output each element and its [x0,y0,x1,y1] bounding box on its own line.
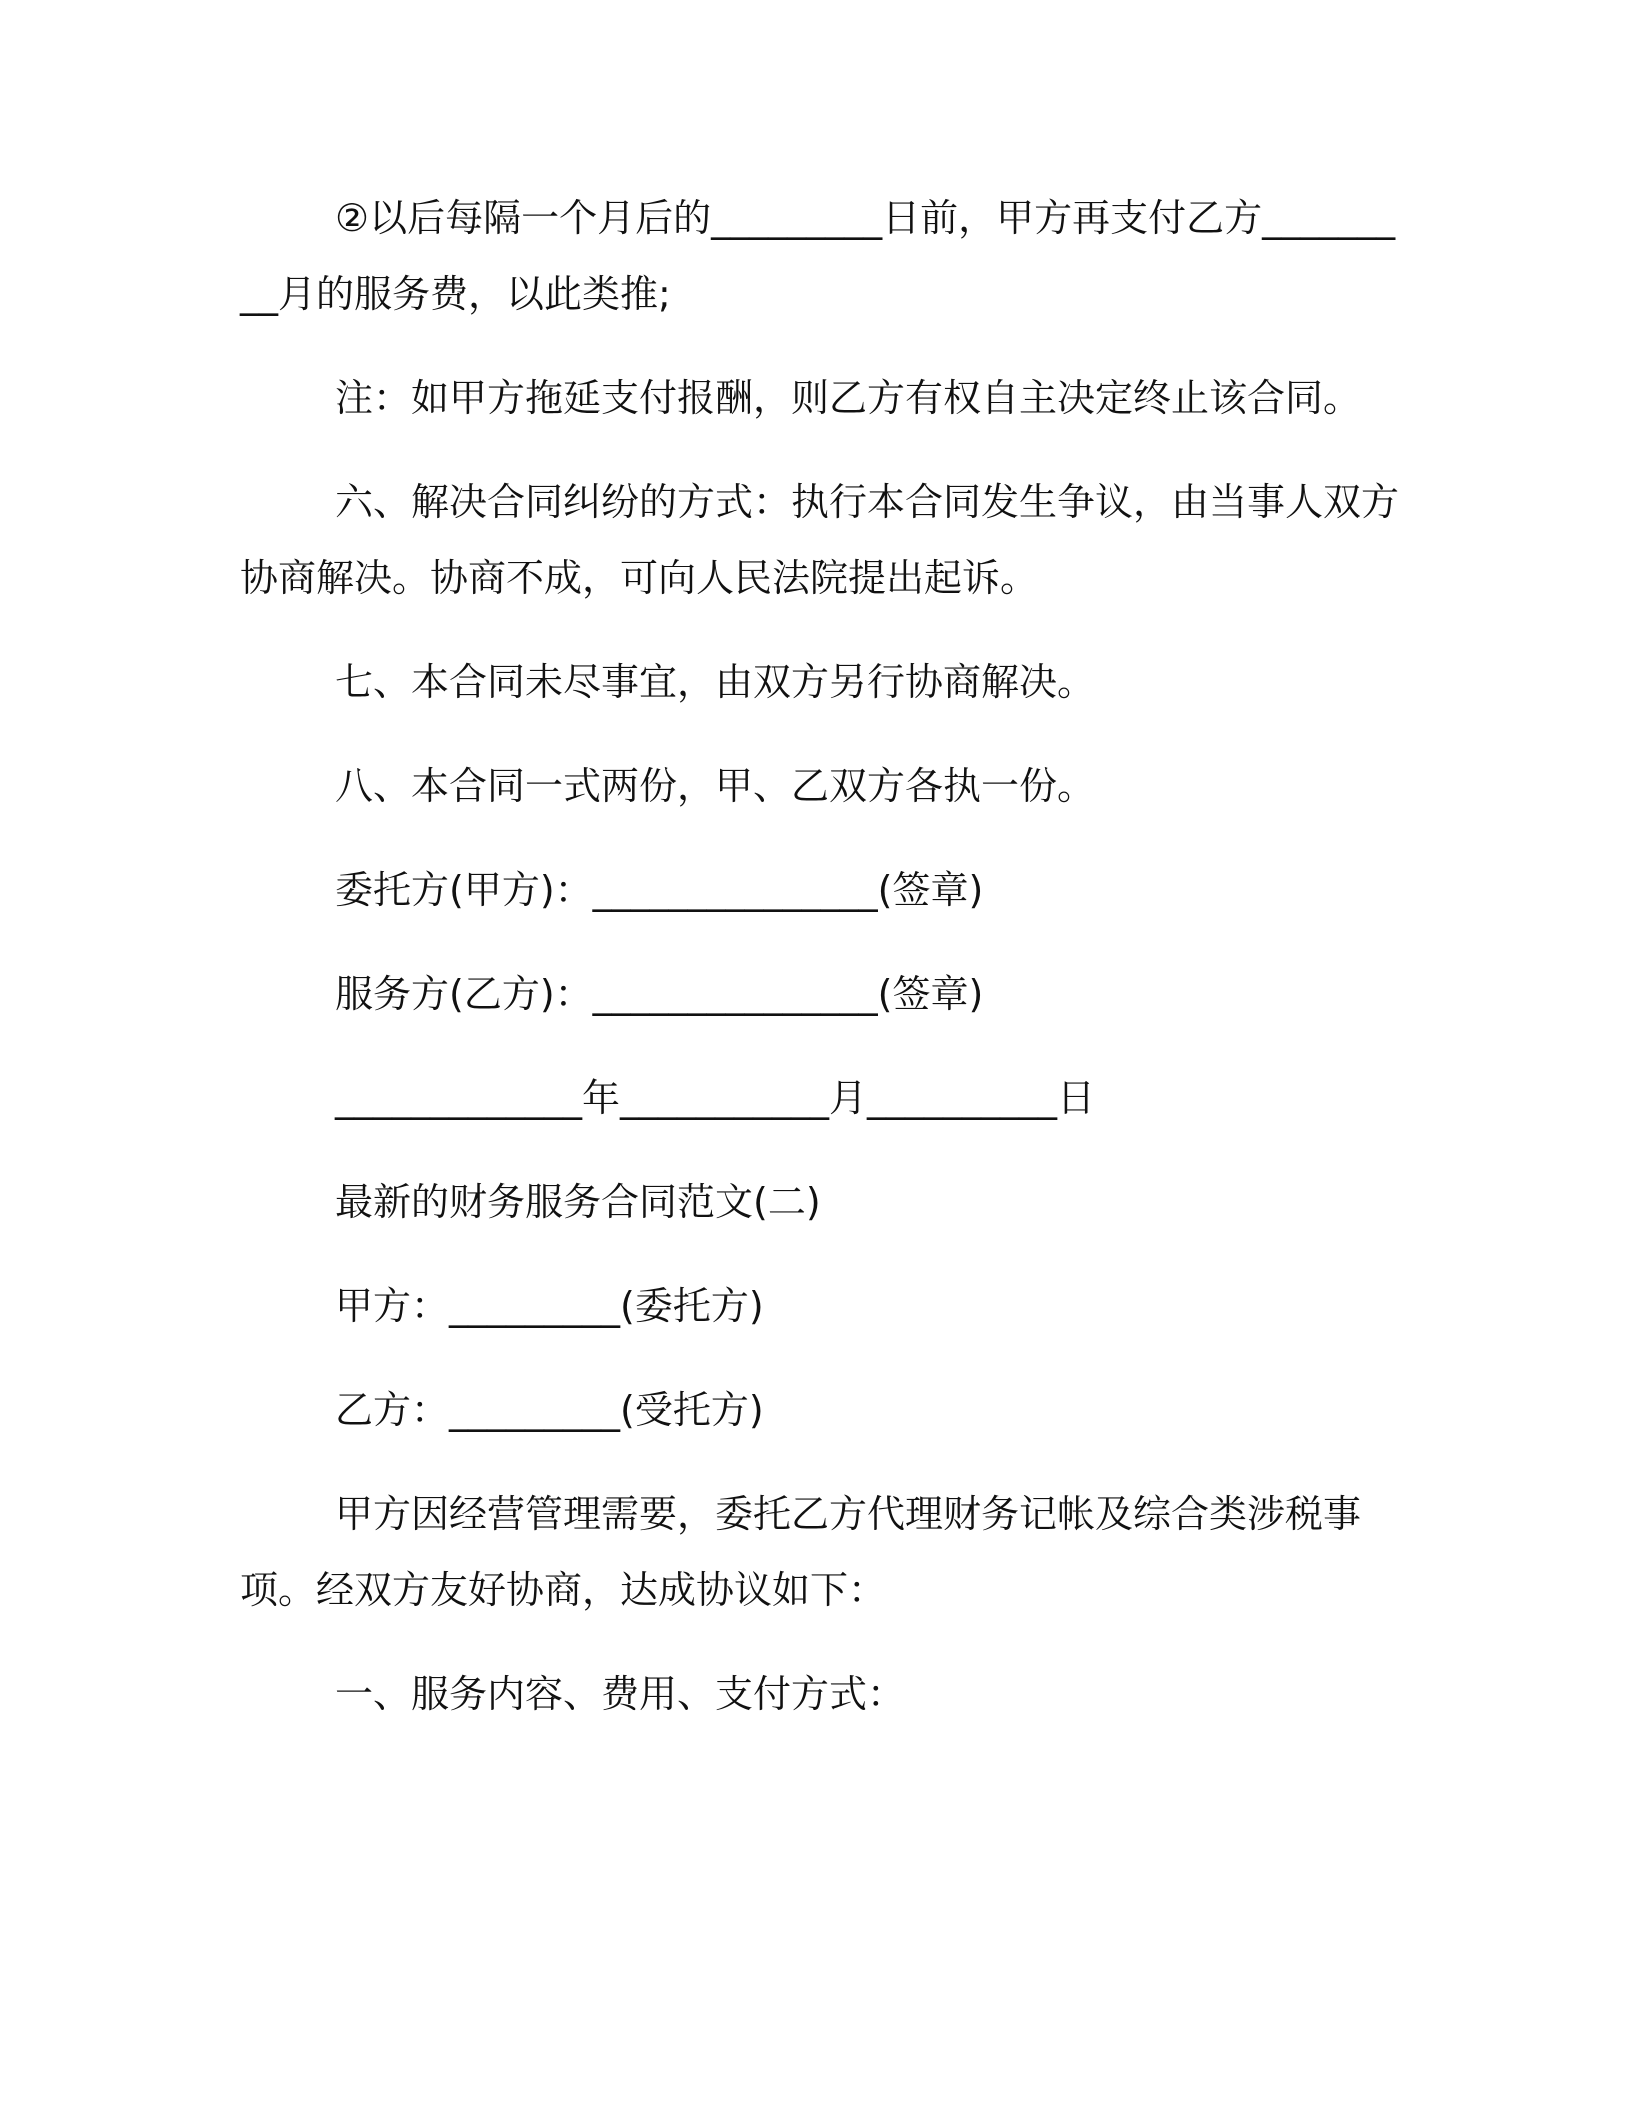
paragraph-section-one-heading: 一、服务内容、费用、支付方式： [335,1672,906,1716]
paragraph-unresolved-matters: 七、本合同未尽事宜，由双方另行协商解决。 [335,660,1096,704]
section-title-template-two: 最新的财务服务合同范文(二) [335,1180,821,1224]
paragraph-copies: 八、本合同一式两份，甲、乙双方各执一份。 [335,764,1096,808]
paragraph-note-termination: 注：如甲方拖延支付报酬，则乙方有权自主决定终止该合同。 [335,376,1362,420]
date-line: _____________年___________月__________日 [335,1076,1096,1120]
document-body [240,180,1400,1760]
party-b-line: 乙方：_________(受托方) [335,1388,764,1432]
party-a-line: 甲方：_________(委托方) [335,1284,764,1328]
paragraph-monthly-payment: ②以后每隔一个月后的_________日前，甲方再支付乙方_________月的服务费，以此类推; [240,196,1396,316]
paragraph-agreement-intro: 甲方因经营管理需要，委托乙方代理财务记帐及综合类涉税事项。经双方友好协商，达成协议如下： [240,1492,1362,1612]
paragraph-dispute-resolution: 六、解决合同纠纷的方式：执行本合同发生争议，由当事人双方协商解决。协商不成，可向人民法院提出起诉。 [240,480,1400,600]
signature-line-provider: 服务方(乙方)：_______________(签章) [335,972,984,1016]
signature-line-client: 委托方(甲方)：_______________(签章) [335,868,984,912]
